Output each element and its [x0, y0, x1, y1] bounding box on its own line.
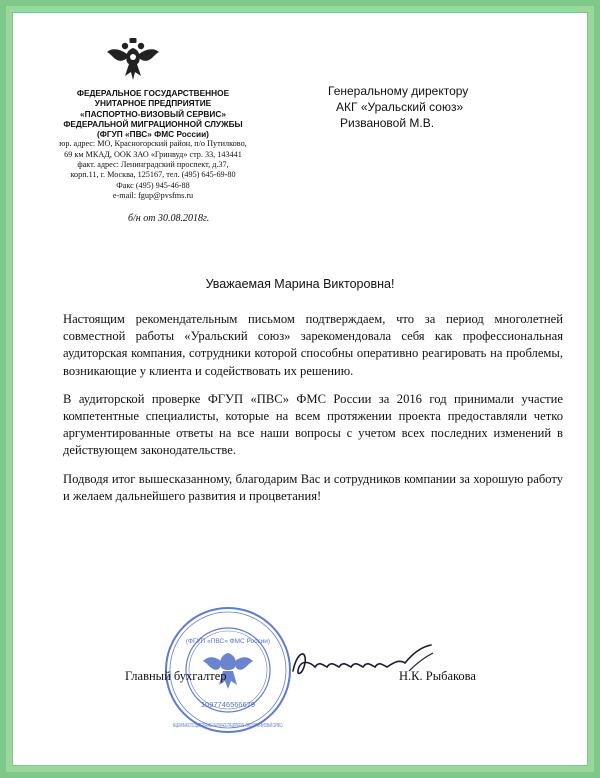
addressee-line-1: Генеральному директору	[328, 84, 469, 98]
reference-number: б/н от 30.08.2018г.	[128, 213, 210, 224]
addressee-block	[328, 83, 468, 131]
org-address-3: факт. адрес: Ленинградский проспект, д.37,	[77, 160, 229, 170]
org-address-1: юр. адрес: МО, Красногорский район, п/о Путилково,	[59, 139, 247, 149]
paragraph-3: Подводя итог вышесказанному, благодарим Вас и сотрудников компании за хорошую работу и желаем дальнейшего развития и процветания!	[63, 471, 563, 503]
addressee-line-3: Ризвановой М.В.	[340, 116, 435, 130]
org-fax: Факс (495) 945-46-88	[116, 180, 190, 190]
greeting: Уважаемая Марина Викторовна!	[205, 277, 395, 291]
paragraph-1: Настоящим рекомендательным письмом подтверждаем, что за период многолетней совместной работы «Уральский союз» зарекомендовала себя как профессиональная аудиторская компания, сотрудники которой способны оперативно реагировать на проблемы, возникающие у клиента и содействовать их решению.	[63, 312, 563, 378]
double-headed-eagle-emblem-icon	[105, 36, 161, 86]
org-line-5: (ФГУП «ПВС» ФМС России)	[97, 129, 209, 140]
stamp-ring-text: ФЕДЕРАЛЬНОЕ ГОСУДАРСТВЕННОЕ УНИТАРНОЕ ПРЕДПРИЯТИЕ «ПАСПОРТНО-ВИЗОВЫЙ СЕРВИС»	[173, 723, 447, 729]
letter-body	[63, 311, 563, 516]
paragraph-2: В аудиторской проверке ФГУП «ПВС» ФМС России за 2016 год принимали участие компетентные специалисты, которые на всем протяжении проекта предоставляли четко аргументированные ответы на все наши вопросы с учетом всех последних изменений в действующем законодательстве.	[63, 391, 563, 458]
signature-position: Главный бухгалтер	[125, 669, 227, 683]
signatory-name: Н.К. Рыбакова	[399, 669, 476, 683]
organization-header	[33, 88, 273, 201]
org-address-4: корп.11, г. Москва, 125167, тел. (495) 645-69-80	[70, 170, 236, 180]
stamp-numbers: 1097746566679	[200, 700, 256, 709]
org-line-3: «ПАСПОРТНО-ВИЗОВЫЙ СЕРВИС»	[80, 108, 226, 119]
org-email: e-mail: fgup@pvsfms.ru	[112, 190, 194, 200]
letter-page	[13, 13, 587, 765]
org-line-2: УНИТАРНОЕ ПРЕДПРИЯТИЕ	[94, 98, 212, 109]
org-line-4: ФЕДЕРАЛЬНОЙ МИГРАЦИОННОЙ СЛУЖБЫ	[63, 118, 243, 129]
org-address-2: 69 км МКАД, ООК ЗАО «Гринвуд» стр. 33, 143441	[64, 149, 242, 159]
org-line-1: ФЕДЕРАЛЬНОЕ ГОСУДАРСТВЕННОЕ	[76, 88, 230, 98]
addressee-line-2: АКГ «Уральский союз»	[336, 100, 464, 114]
stamp-inner-text: (ФГУП «ПВС» ФМС России)	[185, 638, 271, 645]
